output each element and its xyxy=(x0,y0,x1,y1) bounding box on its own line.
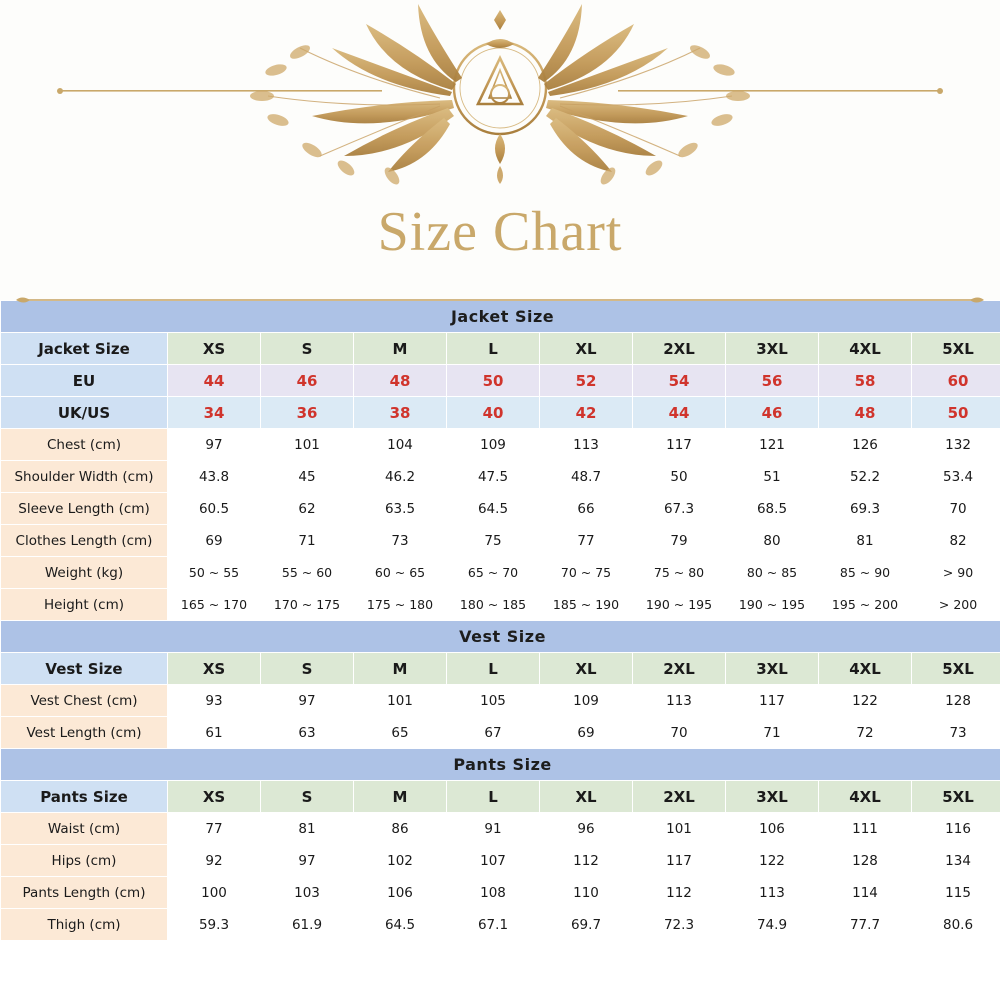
cell: 54 xyxy=(633,365,726,397)
cell: 50 xyxy=(912,397,1000,429)
table-row xyxy=(1,397,1000,429)
column-header: S xyxy=(261,653,354,685)
cell: 69 xyxy=(168,525,261,557)
cell: 106 xyxy=(726,813,819,845)
table-row xyxy=(1,525,1000,557)
cell: 80 ~ 85 xyxy=(726,557,819,589)
cell: 110 xyxy=(540,877,633,909)
table-row xyxy=(1,493,1000,525)
column-header: 3XL xyxy=(726,781,819,813)
cell: 190 ~ 195 xyxy=(726,589,819,621)
cell: 46 xyxy=(261,365,354,397)
cell: 68.5 xyxy=(726,493,819,525)
row-label: Waist (cm) xyxy=(1,813,168,845)
cell: 170 ~ 175 xyxy=(261,589,354,621)
cell: 115 xyxy=(912,877,1000,909)
table-row xyxy=(1,429,1000,461)
row-label: Weight (kg) xyxy=(1,557,168,589)
column-header: XL xyxy=(540,781,633,813)
cell: 117 xyxy=(726,685,819,717)
row-label: EU xyxy=(1,365,168,397)
table-row xyxy=(1,813,1000,845)
cell: 48.7 xyxy=(540,461,633,493)
cell: 50 ~ 55 xyxy=(168,557,261,589)
cell: 67.1 xyxy=(447,909,540,941)
row-label: Hips (cm) xyxy=(1,845,168,877)
cell: 53.4 xyxy=(912,461,1000,493)
cell: 63.5 xyxy=(354,493,447,525)
table-row xyxy=(1,589,1000,621)
cell: 96 xyxy=(540,813,633,845)
cell: 97 xyxy=(261,685,354,717)
cell: 111 xyxy=(819,813,912,845)
cell: 55 ~ 60 xyxy=(261,557,354,589)
cell: 60 xyxy=(912,365,1000,397)
cell: 91 xyxy=(447,813,540,845)
cell: 46.2 xyxy=(354,461,447,493)
column-header: 3XL xyxy=(726,333,819,365)
cell: 132 xyxy=(912,429,1000,461)
column-header: 5XL xyxy=(912,653,1000,685)
cell: 70 ~ 75 xyxy=(540,557,633,589)
column-header: L xyxy=(447,333,540,365)
cell: 80.6 xyxy=(912,909,1000,941)
cell: 126 xyxy=(819,429,912,461)
column-header: 5XL xyxy=(912,781,1000,813)
cell: 44 xyxy=(168,365,261,397)
cell: 64.5 xyxy=(447,493,540,525)
cell: 70 xyxy=(912,493,1000,525)
table-row xyxy=(1,557,1000,589)
section-banner-vest xyxy=(1,621,1000,653)
banner-label: Vest Size xyxy=(1,621,1000,653)
cell: 92 xyxy=(168,845,261,877)
cell: 38 xyxy=(354,397,447,429)
cell: 72.3 xyxy=(633,909,726,941)
column-header: 4XL xyxy=(819,333,912,365)
row-label: Vest Chest (cm) xyxy=(1,685,168,717)
cell: 175 ~ 180 xyxy=(354,589,447,621)
cell: 61.9 xyxy=(261,909,354,941)
row-label: Vest Length (cm) xyxy=(1,717,168,749)
cell: 48 xyxy=(354,365,447,397)
cell: 97 xyxy=(168,429,261,461)
cell: 185 ~ 190 xyxy=(540,589,633,621)
cell: 165 ~ 170 xyxy=(168,589,261,621)
cell: 102 xyxy=(354,845,447,877)
cell: 195 ~ 200 xyxy=(819,589,912,621)
column-header: S xyxy=(261,333,354,365)
row-label: Thigh (cm) xyxy=(1,909,168,941)
table-row xyxy=(1,365,1000,397)
row-label: Pants Length (cm) xyxy=(1,877,168,909)
cell: 77.7 xyxy=(819,909,912,941)
cell: 50 xyxy=(633,461,726,493)
table-header-row-pants xyxy=(1,781,1000,813)
table-row xyxy=(1,461,1000,493)
cell: 65 ~ 70 xyxy=(447,557,540,589)
cell: 86 xyxy=(354,813,447,845)
cell: 72 xyxy=(819,717,912,749)
column-header: XS xyxy=(168,653,261,685)
table-row xyxy=(1,717,1000,749)
cell: 81 xyxy=(819,525,912,557)
cell: 93 xyxy=(168,685,261,717)
cell: 117 xyxy=(633,429,726,461)
row-label: Shoulder Width (cm) xyxy=(1,461,168,493)
cell: 69 xyxy=(540,717,633,749)
cell: 65 xyxy=(354,717,447,749)
cell: 70 xyxy=(633,717,726,749)
cell: 109 xyxy=(540,685,633,717)
cell: 52.2 xyxy=(819,461,912,493)
cell: 69.3 xyxy=(819,493,912,525)
column-header: M xyxy=(354,333,447,365)
column-header: XS xyxy=(168,781,261,813)
cell: 75 ~ 80 xyxy=(633,557,726,589)
cell: 104 xyxy=(354,429,447,461)
table-header-row-vest xyxy=(1,653,1000,685)
cell: 75 xyxy=(447,525,540,557)
size-chart-body xyxy=(1,301,1000,941)
column-header: M xyxy=(354,781,447,813)
cell: 60.5 xyxy=(168,493,261,525)
cell: 69.7 xyxy=(540,909,633,941)
column-header: 2XL xyxy=(633,333,726,365)
row-label: Height (cm) xyxy=(1,589,168,621)
cell: 45 xyxy=(261,461,354,493)
cell: 58 xyxy=(819,365,912,397)
column-header: M xyxy=(354,653,447,685)
cell: 44 xyxy=(633,397,726,429)
column-header: Vest Size xyxy=(1,653,168,685)
cell: 97 xyxy=(261,845,354,877)
column-header: Pants Size xyxy=(1,781,168,813)
cell: 73 xyxy=(354,525,447,557)
cell: 100 xyxy=(168,877,261,909)
cell: 101 xyxy=(633,813,726,845)
chart-header xyxy=(0,0,1000,300)
cell: 122 xyxy=(726,845,819,877)
cell: 117 xyxy=(633,845,726,877)
column-header: L xyxy=(447,781,540,813)
column-header: XS xyxy=(168,333,261,365)
column-header: XL xyxy=(540,653,633,685)
cell: 77 xyxy=(540,525,633,557)
cell: 67 xyxy=(447,717,540,749)
cell: 63 xyxy=(261,717,354,749)
cell: 113 xyxy=(726,877,819,909)
cell: 34 xyxy=(168,397,261,429)
cell: > 90 xyxy=(912,557,1000,589)
cell: 46 xyxy=(726,397,819,429)
row-label: Chest (cm) xyxy=(1,429,168,461)
cell: 79 xyxy=(633,525,726,557)
section-banner-jacket xyxy=(1,301,1000,333)
section-banner-pants xyxy=(1,749,1000,781)
banner-label: Pants Size xyxy=(1,749,1000,781)
page-title: Size Chart xyxy=(377,201,623,263)
cell: 106 xyxy=(354,877,447,909)
column-header: 5XL xyxy=(912,333,1000,365)
cell: 128 xyxy=(819,845,912,877)
cell: 180 ~ 185 xyxy=(447,589,540,621)
cell: 101 xyxy=(354,685,447,717)
cell: 113 xyxy=(540,429,633,461)
cell: 122 xyxy=(819,685,912,717)
size-chart-table xyxy=(0,300,1000,941)
cell: 43.8 xyxy=(168,461,261,493)
cell: 85 ~ 90 xyxy=(819,557,912,589)
column-header: 4XL xyxy=(819,781,912,813)
cell: 40 xyxy=(447,397,540,429)
cell: 62 xyxy=(261,493,354,525)
table-header-row-jacket xyxy=(1,333,1000,365)
row-label: Clothes Length (cm) xyxy=(1,525,168,557)
cell: 73 xyxy=(912,717,1000,749)
cell: 128 xyxy=(912,685,1000,717)
cell: 112 xyxy=(633,877,726,909)
cell: 66 xyxy=(540,493,633,525)
cell: 71 xyxy=(726,717,819,749)
cell: 116 xyxy=(912,813,1000,845)
cell: 71 xyxy=(261,525,354,557)
cell: 74.9 xyxy=(726,909,819,941)
cell: 64.5 xyxy=(354,909,447,941)
cell: 60 ~ 65 xyxy=(354,557,447,589)
cell: 52 xyxy=(540,365,633,397)
cell: 56 xyxy=(726,365,819,397)
row-label: Sleeve Length (cm) xyxy=(1,493,168,525)
cell: 77 xyxy=(168,813,261,845)
column-header: 2XL xyxy=(633,653,726,685)
cell: 50 xyxy=(447,365,540,397)
cell: 134 xyxy=(912,845,1000,877)
cell: 42 xyxy=(540,397,633,429)
cell: 47.5 xyxy=(447,461,540,493)
cell: 48 xyxy=(819,397,912,429)
table-row xyxy=(1,909,1000,941)
cell: 61 xyxy=(168,717,261,749)
table-row xyxy=(1,685,1000,717)
cell: 114 xyxy=(819,877,912,909)
cell: 108 xyxy=(447,877,540,909)
cell: 109 xyxy=(447,429,540,461)
table-row xyxy=(1,845,1000,877)
banner-label: Jacket Size xyxy=(1,301,1000,333)
cell: 190 ~ 195 xyxy=(633,589,726,621)
column-header: XL xyxy=(540,333,633,365)
cell: 101 xyxy=(261,429,354,461)
cell: 105 xyxy=(447,685,540,717)
cell: 59.3 xyxy=(168,909,261,941)
horizontal-rule-ornament xyxy=(8,292,992,302)
cell: 51 xyxy=(726,461,819,493)
cell: 81 xyxy=(261,813,354,845)
cell: 103 xyxy=(261,877,354,909)
column-header: Jacket Size xyxy=(1,333,168,365)
column-header: 4XL xyxy=(819,653,912,685)
table-row xyxy=(1,877,1000,909)
row-label: UK/US xyxy=(1,397,168,429)
floral-crest-ornament xyxy=(0,0,1000,195)
column-header: 2XL xyxy=(633,781,726,813)
column-header: L xyxy=(447,653,540,685)
cell: > 200 xyxy=(912,589,1000,621)
cell: 36 xyxy=(261,397,354,429)
cell: 80 xyxy=(726,525,819,557)
cell: 121 xyxy=(726,429,819,461)
cell: 82 xyxy=(912,525,1000,557)
cell: 67.3 xyxy=(633,493,726,525)
cell: 107 xyxy=(447,845,540,877)
cell: 113 xyxy=(633,685,726,717)
column-header: S xyxy=(261,781,354,813)
column-header: 3XL xyxy=(726,653,819,685)
cell: 112 xyxy=(540,845,633,877)
